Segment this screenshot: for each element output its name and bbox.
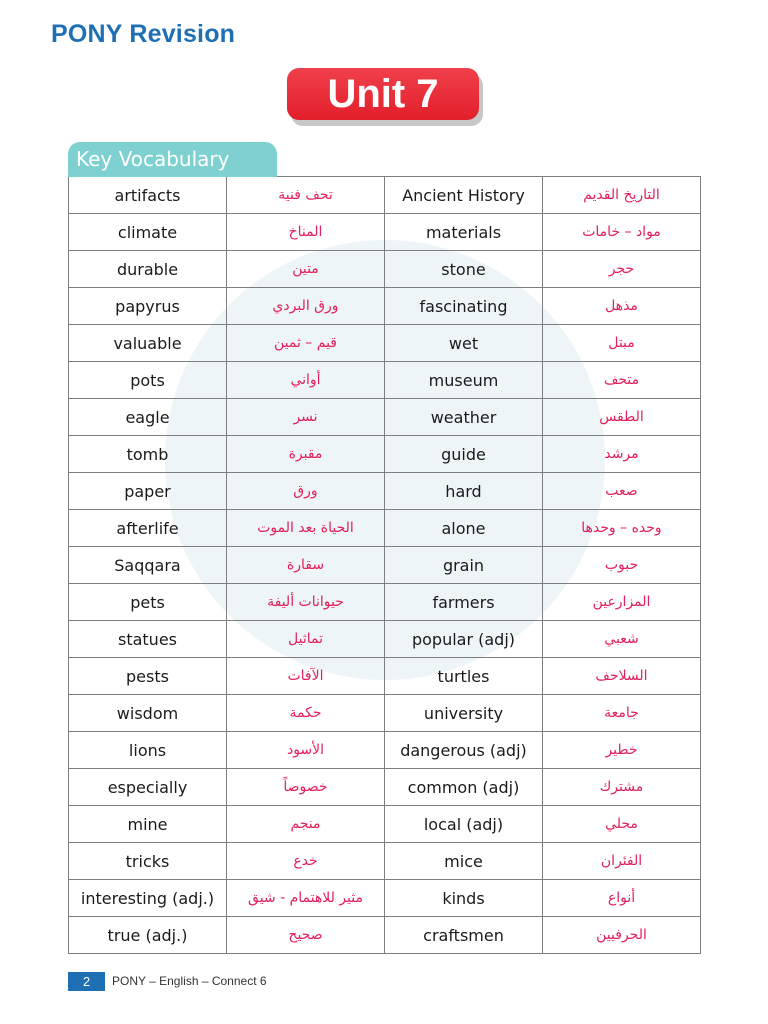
arabic-meaning: مقبرة: [227, 436, 385, 473]
arabic-meaning: مشترك: [543, 769, 701, 806]
english-word: statues: [69, 621, 227, 658]
arabic-meaning: السلاحف: [543, 658, 701, 695]
arabic-meaning: الآفات: [227, 658, 385, 695]
arabic-meaning: مواد – خامات: [543, 214, 701, 251]
english-word: turtles: [385, 658, 543, 695]
table-row: [69, 510, 701, 547]
arabic-meaning: حبوب: [543, 547, 701, 584]
english-word: artifacts: [69, 177, 227, 214]
english-word: eagle: [69, 399, 227, 436]
arabic-meaning: التاريخ القديم: [543, 177, 701, 214]
unit-title: Unit 7: [287, 68, 479, 120]
table-row: [69, 695, 701, 732]
english-word: common (adj): [385, 769, 543, 806]
arabic-meaning: حيوانات أليفة: [227, 584, 385, 621]
english-word: Saqqara: [69, 547, 227, 584]
arabic-meaning: المناخ: [227, 214, 385, 251]
arabic-meaning: شعبي: [543, 621, 701, 658]
arabic-meaning: مرشد: [543, 436, 701, 473]
arabic-meaning: تحف فنية: [227, 177, 385, 214]
arabic-meaning: الحرفيين: [543, 917, 701, 954]
table-row: [69, 880, 701, 917]
arabic-meaning: منجم: [227, 806, 385, 843]
table-row: [69, 547, 701, 584]
english-word: guide: [385, 436, 543, 473]
arabic-meaning: قيم – ثمين: [227, 325, 385, 362]
english-word: grain: [385, 547, 543, 584]
arabic-meaning: نسر: [227, 399, 385, 436]
table-row: [69, 214, 701, 251]
english-word: craftsmen: [385, 917, 543, 954]
table-row: [69, 769, 701, 806]
english-word: hard: [385, 473, 543, 510]
arabic-meaning: سقارة: [227, 547, 385, 584]
arabic-meaning: أواني: [227, 362, 385, 399]
brand-title: PONY Revision: [51, 20, 236, 48]
arabic-meaning: حكمة: [227, 695, 385, 732]
english-word: Ancient History: [385, 177, 543, 214]
table-row: [69, 806, 701, 843]
arabic-meaning: محلي: [543, 806, 701, 843]
table-row: [69, 325, 701, 362]
english-word: local (adj): [385, 806, 543, 843]
table-row: [69, 399, 701, 436]
arabic-meaning: خصوصاً: [227, 769, 385, 806]
arabic-meaning: أنواع: [543, 880, 701, 917]
english-word: mine: [69, 806, 227, 843]
page-number: 2: [68, 972, 105, 991]
arabic-meaning: الفئران: [543, 843, 701, 880]
arabic-meaning: مبتل: [543, 325, 701, 362]
table-row: [69, 584, 701, 621]
english-word: climate: [69, 214, 227, 251]
arabic-meaning: متين: [227, 251, 385, 288]
arabic-meaning: مثير للاهتمام - شيق: [227, 880, 385, 917]
english-word: true (adj.): [69, 917, 227, 954]
table-row: [69, 473, 701, 510]
english-word: wisdom: [69, 695, 227, 732]
table-row: [69, 917, 701, 954]
section-title: Key Vocabulary: [68, 142, 277, 177]
english-word: kinds: [385, 880, 543, 917]
table-row: [69, 362, 701, 399]
table-row: [69, 177, 701, 214]
english-word: durable: [69, 251, 227, 288]
arabic-meaning: صحيح: [227, 917, 385, 954]
arabic-meaning: ورق: [227, 473, 385, 510]
table-row: [69, 251, 701, 288]
arabic-meaning: وحده – وحدها: [543, 510, 701, 547]
english-word: valuable: [69, 325, 227, 362]
arabic-meaning: صعب: [543, 473, 701, 510]
vocabulary-table: [68, 176, 701, 954]
arabic-meaning: تماثيل: [227, 621, 385, 658]
arabic-meaning: الطقس: [543, 399, 701, 436]
arabic-meaning: خطير: [543, 732, 701, 769]
english-word: materials: [385, 214, 543, 251]
english-word: farmers: [385, 584, 543, 621]
arabic-meaning: مذهل: [543, 288, 701, 325]
arabic-meaning: جامعة: [543, 695, 701, 732]
table-row: [69, 658, 701, 695]
english-word: tricks: [69, 843, 227, 880]
table-row: [69, 732, 701, 769]
english-word: papyrus: [69, 288, 227, 325]
english-word: stone: [385, 251, 543, 288]
english-word: pests: [69, 658, 227, 695]
arabic-meaning: الحياة بعد الموت: [227, 510, 385, 547]
arabic-meaning: الأسود: [227, 732, 385, 769]
english-word: especially: [69, 769, 227, 806]
english-word: popular (adj): [385, 621, 543, 658]
arabic-meaning: المزارعين: [543, 584, 701, 621]
table-row: [69, 843, 701, 880]
english-word: pets: [69, 584, 227, 621]
english-word: lions: [69, 732, 227, 769]
english-word: dangerous (adj): [385, 732, 543, 769]
arabic-meaning: حجر: [543, 251, 701, 288]
arabic-meaning: خدع: [227, 843, 385, 880]
arabic-meaning: ورق البردي: [227, 288, 385, 325]
vocabulary-table-body: [69, 177, 701, 954]
table-row: [69, 436, 701, 473]
unit-badge-wrap: [287, 68, 483, 126]
english-word: wet: [385, 325, 543, 362]
footer-text: PONY – English – Connect 6: [112, 974, 267, 988]
english-word: mice: [385, 843, 543, 880]
english-word: museum: [385, 362, 543, 399]
arabic-meaning: متحف: [543, 362, 701, 399]
footer: [68, 972, 267, 991]
table-row: [69, 288, 701, 325]
english-word: afterlife: [69, 510, 227, 547]
english-word: pots: [69, 362, 227, 399]
english-word: university: [385, 695, 543, 732]
english-word: paper: [69, 473, 227, 510]
english-word: weather: [385, 399, 543, 436]
english-word: interesting (adj.): [69, 880, 227, 917]
english-word: alone: [385, 510, 543, 547]
english-word: fascinating: [385, 288, 543, 325]
english-word: tomb: [69, 436, 227, 473]
table-row: [69, 621, 701, 658]
